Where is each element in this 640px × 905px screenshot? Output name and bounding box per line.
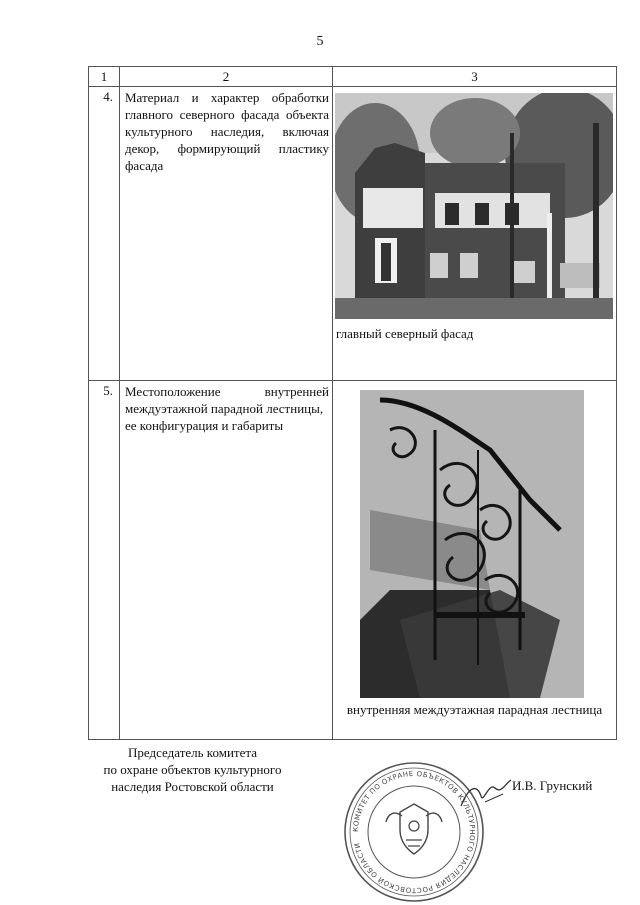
row-number: 4.: [89, 87, 120, 381]
description-text: ее конфигурация и габариты: [125, 418, 284, 433]
seal-text: КОМИТЕТ ПО ОХРАНЕ ОБЪЕКТОВ КУЛЬТУРНОГО НАСЛЕДИЯ РОСТОВСКОЙ ОБЛАСТИ: [351, 769, 477, 895]
photo-caption: главный северный фасад: [336, 326, 474, 341]
position-line: по охране объектов культурного: [103, 762, 282, 777]
position-line: Председатель комитета: [128, 745, 257, 760]
protected-features-table: [88, 66, 617, 740]
row-number: 5.: [89, 381, 120, 740]
row-description: [120, 87, 333, 381]
header-col-3: 3: [333, 67, 617, 87]
header-col-2: 2: [120, 67, 333, 87]
staircase-photo: [360, 390, 584, 698]
table-header-row: [89, 67, 617, 87]
facade-photo: [335, 93, 613, 319]
signatory-position: [75, 744, 310, 795]
signatory-name: И.В. Грунский: [512, 778, 593, 793]
row-description: [120, 381, 333, 740]
description-text: Местоположение внутренней междуэтажной парадной лестницы,: [125, 384, 329, 416]
photo-cell: [333, 87, 617, 381]
photo-caption: внутренняя междуэтажная парадная лестница: [346, 702, 603, 717]
photo-cell: [333, 381, 617, 740]
handwritten-signature: [455, 776, 515, 816]
table-row: [89, 381, 617, 740]
header-col-1: 1: [89, 67, 120, 87]
position-line: наследия Ростовской области: [111, 779, 274, 794]
description-text: Материал и характер обработки главного северного фасада объекта культурного наследия, включая декор, формирующий пластику фасада: [125, 90, 329, 173]
table-row: [89, 87, 617, 381]
page-number: 5: [316, 34, 324, 49]
